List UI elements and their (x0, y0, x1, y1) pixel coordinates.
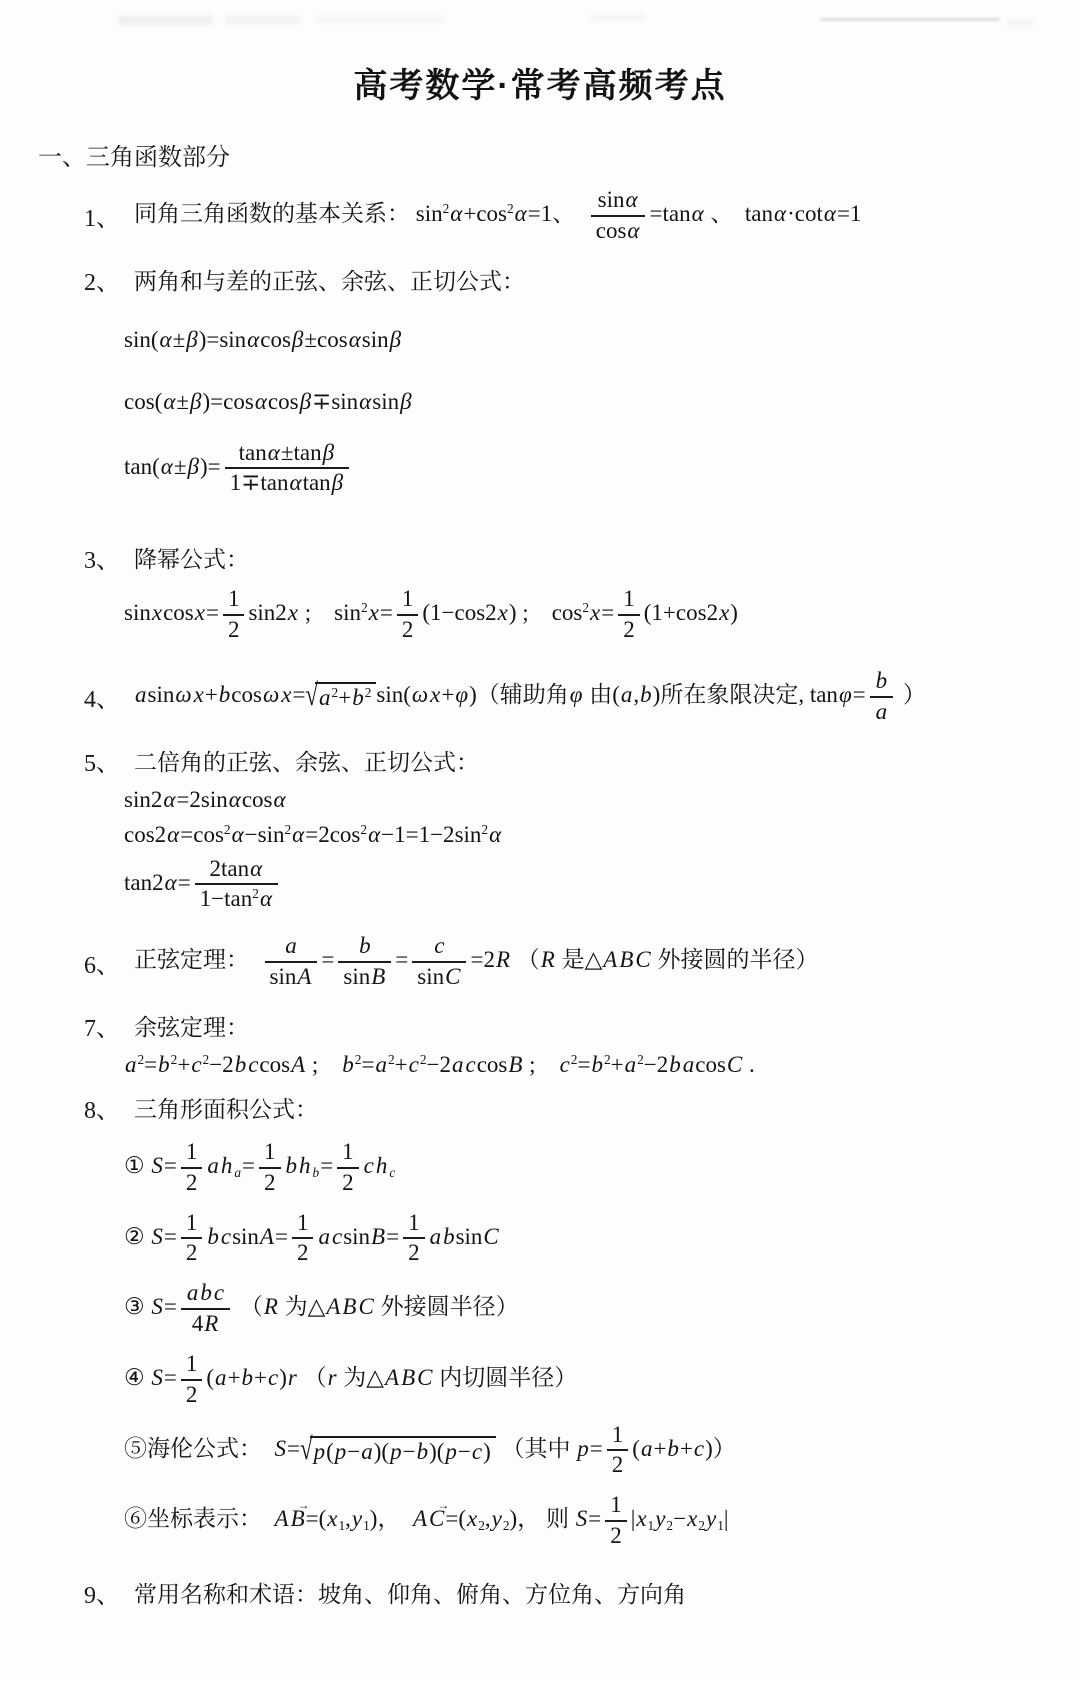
formula-line: tan(α±β)= $\frac{\tan\alpha\pm\tan\beta}{1\mp\tan\alpha\tan\beta}$ (124, 441, 1080, 497)
item-heading: 同角三角函数的基本关系： $\sin^2\alpha+\cos^2\alpha=1$、 $\frac{\sin\alpha}{\cos\alpha}$ =tanα 、 tanα·cotα=1 (134, 187, 862, 243)
section-heading: 一、三角函数部分 (38, 145, 230, 171)
item-head (84, 188, 1080, 244)
item-number: 1、 (84, 206, 120, 233)
formula-line: ② S= $\frac{1}{2}$ bcsinA= $\frac{1}{2}$ acsinB= $\frac{1}{2}$ absinC (124, 1209, 499, 1266)
item-head (84, 1090, 1080, 1125)
formula-line: ① S= $\frac{1}{2}$ ah a= $\frac{1}{2}$ bh b= $\frac{1}{2}$ ch c (124, 1138, 396, 1195)
item-number: 6、 (84, 952, 120, 979)
formula-line: ⑥坐标表示： AB →=(x1,y1)， AC →=(x2,y2)， 则 S= $\frac{1}{2}$ |x1y2−x2y1| (124, 1493, 1080, 1549)
formula-line: cos(α±β)=cosαcosβ∓sinαsinβ (124, 388, 412, 414)
formula-line: sin2α=2sinαcosα (124, 786, 286, 812)
item-head (84, 743, 1080, 778)
scan-artifact (590, 14, 645, 21)
item-heading: 两角和与差的正弦、余弦、正切公式： (134, 268, 525, 294)
item-3 (0, 540, 1080, 643)
scan-artifact (225, 15, 300, 25)
item-8 (0, 1090, 1080, 1549)
item-2 (0, 262, 1080, 497)
item-lines (84, 1052, 1080, 1078)
item-lines (84, 787, 1080, 913)
formula-line: sin(α±β)=sinαcosβ±cosαsinβ (124, 326, 402, 352)
scan-artifact (118, 16, 213, 25)
formula-line: $a^2=b^2+c^2-2bccosA$ ; $b^2=a^2+c^2-2accosB$ ; $c^2=b^2+a^2-2bacosC$ . (125, 1051, 755, 1077)
item-6 (0, 934, 1080, 990)
item-heading: 正弦定理： $\frac{a}{\sin A}$ = $\frac{b}{\sin B}$ = $\frac{c}{\sin C}$ =2R （R 是△ABC 外接圆的半径） (134, 933, 819, 990)
scan-artifact (1005, 20, 1035, 26)
item-head (84, 1575, 1080, 1610)
item-heading: 降幂公式： (134, 547, 249, 573)
item-number: 3、 (84, 548, 120, 575)
item-head (84, 540, 1080, 575)
item-9 (0, 1575, 1080, 1610)
item-head (84, 669, 1080, 725)
formula-line: ③ S= $\frac{\text{abc}}{4R}$ （R 为△ABC 外接圆半径） (124, 1280, 519, 1337)
item-1 (0, 188, 1080, 244)
item-5 (0, 743, 1080, 913)
formula-line: $\cos 2\alpha=\cos^2\alpha-\sin^2\alpha=2\cos^2\alpha-1=1-2\sin^2\alpha$ (124, 821, 502, 847)
item-number: 5、 (84, 750, 120, 777)
page-title: 高考数学·常考高频考点 (353, 67, 727, 105)
item-number: 2、 (84, 269, 120, 296)
item-heading: 二倍角的正弦、余弦、正切公式： (134, 749, 479, 775)
item-number: 8、 (84, 1097, 120, 1124)
formula-line: ④ S= $\frac{1}{2}$ (a+b+c)r （r 为△ABC 内切圆半径） (124, 1350, 578, 1407)
item-heading: 三角形面积公式： (134, 1096, 318, 1122)
formula-line: sinxcosx= $\frac{1}{2}$ sin2x ; $\sin^2x=$ $\frac{1}{2}$ (1−cos2x) ; $\cos^2x=$ $\frac{1}{2}$ (1+cos2x) (124, 586, 738, 643)
item-4 (0, 669, 1080, 725)
item-lines (84, 587, 1080, 643)
item-number: 9、 (84, 1582, 120, 1609)
item-lines (84, 327, 1080, 497)
item-number: 4、 (84, 687, 120, 714)
item-head (84, 262, 1080, 297)
scan-artifact (315, 16, 445, 23)
scan-artifact (820, 18, 1000, 21)
item-number: 7、 (84, 1015, 120, 1042)
formula-line: ⑤海伦公式： S=√p(p−a)(p−b)(p−c) （其中 p= $\frac{1}{2}$ (a+b+c)） (124, 1421, 736, 1478)
item-7 (0, 1008, 1080, 1078)
item-head (84, 934, 1080, 990)
formula-line: tan2α= $\frac{2\tan\alpha}{1-\tan^2\alpha}$ (124, 857, 1080, 913)
items-container (0, 188, 1080, 1610)
item-heading: $asin\omega x+bcos\omega x=√a^2+b^2$ sin(ωx+φ)（辅助角φ 由(a,b)所在象限决定, tanφ= $\frac{b}{a}$ ） (135, 667, 926, 724)
item-head (84, 1008, 1080, 1043)
item-lines (84, 1140, 1080, 1549)
item-heading: 常用名称和术语：坡角、仰角、俯角、方位角、方向角 (134, 1581, 686, 1607)
item-heading: 余弦定理： (134, 1014, 249, 1040)
